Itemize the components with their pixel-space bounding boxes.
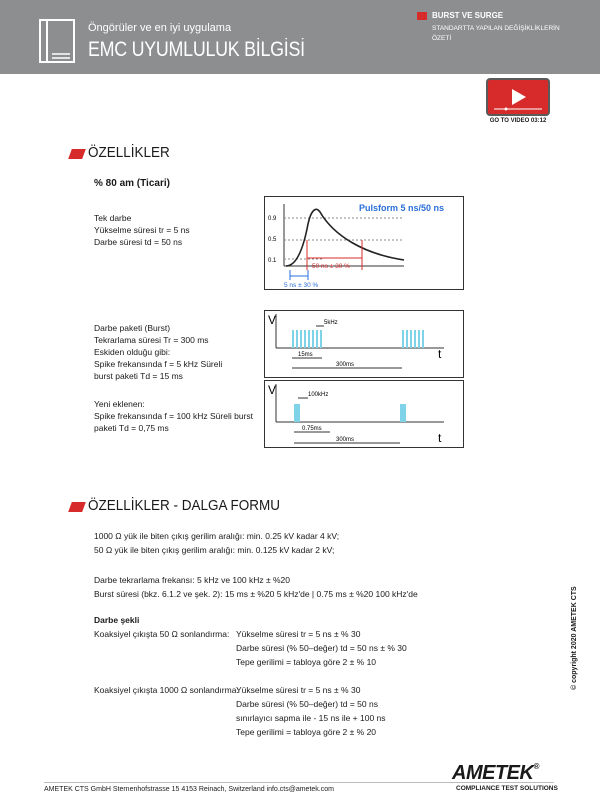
copyright-text: © copyright 2020 AMETEK CTS <box>571 586 578 690</box>
section-flag <box>68 502 86 512</box>
burst-chart-100khz <box>264 380 464 448</box>
pulse-shape-title: Darbe şekli <box>94 615 140 625</box>
coax50-value: Darbe süresi (% 50–değer) td = 50 ns ± % 30 <box>236 643 407 653</box>
header-band <box>0 0 600 74</box>
new-line: Spike frekansında f = 100 kHz Süreli burst <box>94 411 253 421</box>
play-icon <box>488 80 548 114</box>
topic-flag <box>417 12 427 20</box>
axis-label-v: V <box>268 383 277 397</box>
header-subtitle: Öngörüler ve en iyi uygulama <box>88 22 232 34</box>
logo-text: AMETEK <box>452 762 534 784</box>
burst-line: Darbe paketi (Burst) <box>94 323 171 333</box>
tick-label: 0.1 <box>268 258 277 264</box>
axis-label-t: t <box>438 347 442 361</box>
video-label[interactable]: GO TO VIDEO 03:12 <box>489 118 547 124</box>
duration-label: 15ms <box>298 352 313 358</box>
single-pulse-line: Tek darbe <box>94 213 132 223</box>
spec-line: 1000 Ω yük ile biten çıkış gerilim aralığı: min. 0.25 kV kadar 4 kV; <box>94 531 340 541</box>
section-title-features: ÖZELLİKLER <box>88 144 170 161</box>
coax50-value: Tepe gerilimi = tabloya göre 2 ± % 10 <box>236 657 377 667</box>
single-pulse-line: Yükselme süresi tr = 5 ns <box>94 225 190 235</box>
burst-line: burst paketi Td = 15 ms <box>94 371 183 381</box>
coax50-value: Yükselme süresi tr = 5 ns ± % 30 <box>236 629 361 639</box>
burst-line: Tekrarlama süresi Tr = 300 ms <box>94 335 209 345</box>
td-label: 50 ns ± 30 % <box>312 263 350 270</box>
tick-label: 0.9 <box>268 216 277 222</box>
tick-label: 0.5 <box>268 237 277 243</box>
burst-line: Spike frekansında f = 5 kHz Süreli <box>94 359 223 369</box>
footer-address: AMETEK CTS GmbH Sternenhofstrasse 15 4153 Reinach, Switzerland info.cts@ametek.com <box>44 786 334 793</box>
class-label: % 80 am (Ticari) <box>94 178 170 189</box>
coax1000-value: Darbe süresi (% 50–değer) td = 50 ns <box>236 699 378 709</box>
burst-packet <box>294 404 300 422</box>
pulse-chart-title: Pulsform 5 ns/50 ns <box>359 203 445 213</box>
section-flag <box>68 149 86 159</box>
coax1000-value: Tepe gerilimi = tabloya göre 2 ± % 20 <box>236 727 377 737</box>
coax50-label: Koaksiyel çıkışta 50 Ω sonlandırma: <box>94 629 230 639</box>
axis-label-t: t <box>438 431 442 445</box>
spec-line: Burst süresi (bkz. 6.1.2 ve şek. 2): 15 ms ± %20 5 kHz'de | 0.75 ms ± %20 100 kHz'de <box>94 589 418 599</box>
freq-label: 100kHz <box>308 392 329 398</box>
video-thumbnail[interactable] <box>486 78 550 116</box>
go-to-video-button[interactable] <box>486 78 550 128</box>
single-pulse-line: Darbe süresi td = 50 ns <box>94 237 183 247</box>
pulse-waveform-chart <box>264 196 464 290</box>
burst-chart-5khz <box>264 310 464 378</box>
freq-label: 5kHz <box>324 320 338 326</box>
burst-packet <box>400 404 406 422</box>
spec-line: 50 Ω yük ile biten çıkış gerilim aralığı: min. 0.125 kV kadar 2 kV; <box>94 545 335 555</box>
period-label: 300ms <box>336 437 355 443</box>
topic-subtitle <box>432 24 572 44</box>
topic-subtitle-line: STANDARTTA YAPILAN DEĞİŞİKLİKLERİN <box>432 25 560 32</box>
tr-label: 5 ns ± 30 % <box>284 282 319 289</box>
coax1000-value: sınırlayıcı sapma ile - 15 ns ile + 100 ns <box>236 713 386 723</box>
section-title-waveform: ÖZELLİKLER - DALGA FORMU <box>88 497 281 514</box>
copyright-vertical <box>571 586 583 702</box>
duration-label: 0.75ms <box>302 426 322 432</box>
new-line: paketi Td = 0,75 ms <box>94 423 169 433</box>
chart-frame <box>265 311 464 378</box>
logo-registered: ® <box>533 762 539 771</box>
period-label: 300ms <box>336 362 355 368</box>
ametek-logo <box>452 762 539 785</box>
topic-subtitle-line: ÖZETİ <box>432 35 452 42</box>
topic-title: BURST VE SURGE <box>432 11 504 20</box>
coax1000-label: Koaksiyel çıkışta 1000 Ω sonlandırma: <box>94 685 239 695</box>
spec-line: Darbe tekrarlama frekansı: 5 kHz ve 100 kHz ± %20 <box>94 575 290 585</box>
burst-line: Eskiden olduğu gibi: <box>94 347 171 357</box>
document-icon <box>38 18 78 64</box>
page-title: EMC UYUMLULUK BİLGİSİ <box>88 38 305 61</box>
logo-subtitle: COMPLIANCE TEST SOLUTIONS <box>456 785 558 792</box>
coax1000-value: Yükselme süresi tr = 5 ns ± % 30 <box>236 685 361 695</box>
new-line: Yeni eklenen: <box>94 399 145 409</box>
axis-label-v: V <box>268 313 277 327</box>
